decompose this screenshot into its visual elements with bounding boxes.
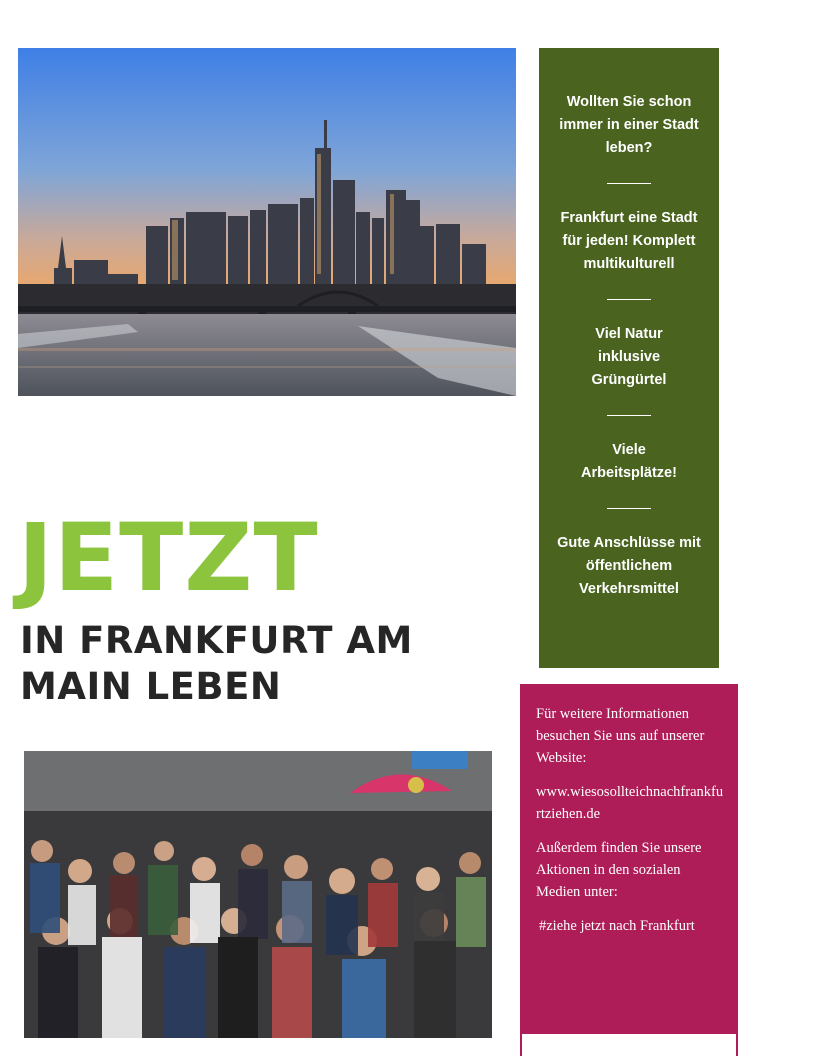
highlight-item: Viel Natur inklusive Grüngürtel (591, 326, 667, 388)
frankfurt-skyline-photo (18, 48, 516, 396)
divider (607, 299, 651, 300)
hashtag: #ziehe jetzt nach Frankfurt (539, 918, 695, 934)
info-panel (520, 684, 738, 1056)
social-text: Außerdem finden Sie unsere Aktionen in den sozialen Medien unter: (536, 840, 702, 900)
headline: JETZT (18, 504, 319, 613)
crowd-photo (24, 751, 492, 1038)
divider (607, 415, 651, 416)
subheadline: IN FRANKFURT AM MAIN LEBEN (20, 619, 413, 708)
highlight-item: Gute Anschlüsse mit öffentlichem Verkehrsmittel (557, 535, 701, 597)
divider (607, 508, 651, 509)
highlight-item: Wollten Sie schon immer in einer Stadt leben? (559, 94, 699, 156)
website-link[interactable]: www.wiesosollteichnachfrankfurtziehen.de (536, 784, 724, 822)
divider (607, 183, 651, 184)
info-intro: Für weitere Informationen besuchen Sie uns auf unserer Website: (536, 706, 705, 766)
highlight-item: Frankfurt eine Stadt für jeden! Komplett multikulturell (560, 210, 698, 272)
highlights-panel (539, 48, 719, 668)
panel-footer-strip (522, 1034, 736, 1056)
highlight-item: Viele Arbeitsplätze! (581, 442, 677, 481)
